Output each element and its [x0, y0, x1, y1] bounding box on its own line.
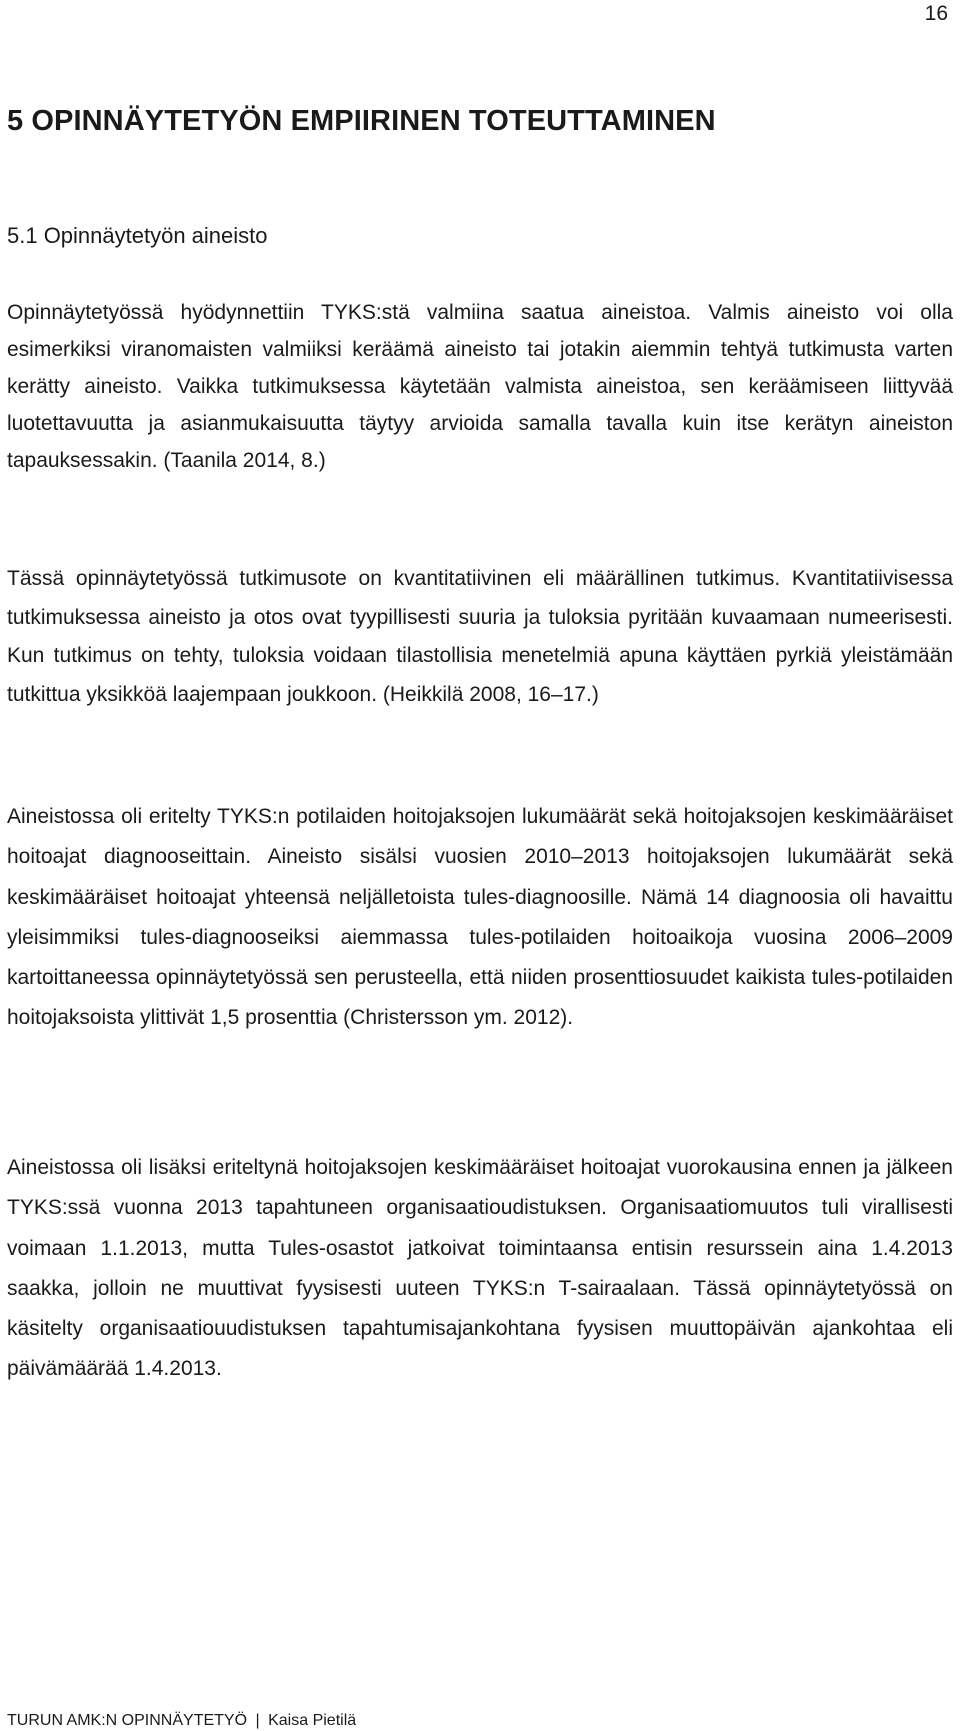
- footer-author: Kaisa Pietilä: [268, 1712, 357, 1729]
- chapter-title: 5 OPINNÄYTETYÖN EMPIIRINEN TOTEUTTAMINEN: [7, 105, 716, 137]
- footer-separator: |: [255, 1712, 260, 1729]
- paragraph-data-source: Opinnäytetyössä hyödynnettiin TYKS:stä valmiina saatua aineistoa. Valmis aineisto voi olla esimerkiksi viranomaisten valmiiksi keräämä aineisto tai jotakin aiemmin tehtyä tutkimusta varten kerätty aineisto. Vaikka tutkimuksessa käytetään valmista aineistoa, sen keräämiseen liittyvää luotettavuutta ja asianmukaisuutta täytyy arvioida samalla tavalla kuin itse kerätyn aineiston tapauksessakin. (Taanila 2014, 8.): [7, 301, 953, 472]
- section-title: 5.1 Opinnäytetyön aineisto: [7, 223, 268, 248]
- paragraph-research-approach: Tässä opinnäytetyössä tutkimusote on kvantitatiivinen eli määrällinen tutkimus. Kvantitatiivisessa tutkimuksessa aineisto ja otos ovat tyypillisesti suuria ja tuloksia pyritään kuvaamaan numeerisesti. Kun tutkimus on tehty, tuloksia voidaan tilastollisia menetelmiä apuna käyttäen pyrkiä yleistämään tutkittua yksikköä laajempaan joukkoon. (Heikkilä 2008, 16–17.): [7, 567, 953, 706]
- paragraph-data-contents: Aineistossa oli eritelty TYKS:n potilaiden hoitojaksojen lukumäärät sekä hoitojaksojen keskimääräiset hoitoajat diagnooseittain. Aineisto sisälsi vuosien 2010–2013 hoitojaksojen lukumäärät sekä keskimääräiset hoitoajat yhteensä neljälletoista tules-diagnoosille. Nämä 14 diagnoosia oli havaittu yleisimmiksi tules-diagnooseiksi aiemmassa tules-potilaiden hoitoaikoja vuosina 2006–2009 kartoittaneessa opinnäytetyössä sen perusteella, että niiden prosenttiosuudet kaikista tules-potilaiden hoitojaksoista ylittivät 1,5 prosenttia (Christersson ym. 2012).: [7, 805, 953, 1030]
- footer-institution: TURUN AMK:N OPINNÄYTETYÖ: [7, 1712, 248, 1729]
- page-number: 16: [924, 2, 948, 25]
- page-footer: [7, 1712, 356, 1730]
- paragraph-organisation-change: Aineistossa oli lisäksi eriteltynä hoitojaksojen keskimääräiset hoitoajat vuorokausina ennen ja jälkeen TYKS:ssä vuonna 2013 tapahtuneen organisaatioudistuksen. Organisaatiomuutos tuli virallisesti voimaan 1.1.2013, mutta Tules-osastot jatkoivat toimintaansa entisin resurssein aina 1.4.2013 saakka, jolloin ne muuttivat fyysisesti uuteen TYKS:n T-sairaalaan. Tässä opinnäytetyössä on käsitelty organisaatiouudistuksen tapahtumisajankohtana fyysisen muuttopäivän ajankohtaa eli päivämäärää 1.4.2013.: [7, 1156, 953, 1381]
